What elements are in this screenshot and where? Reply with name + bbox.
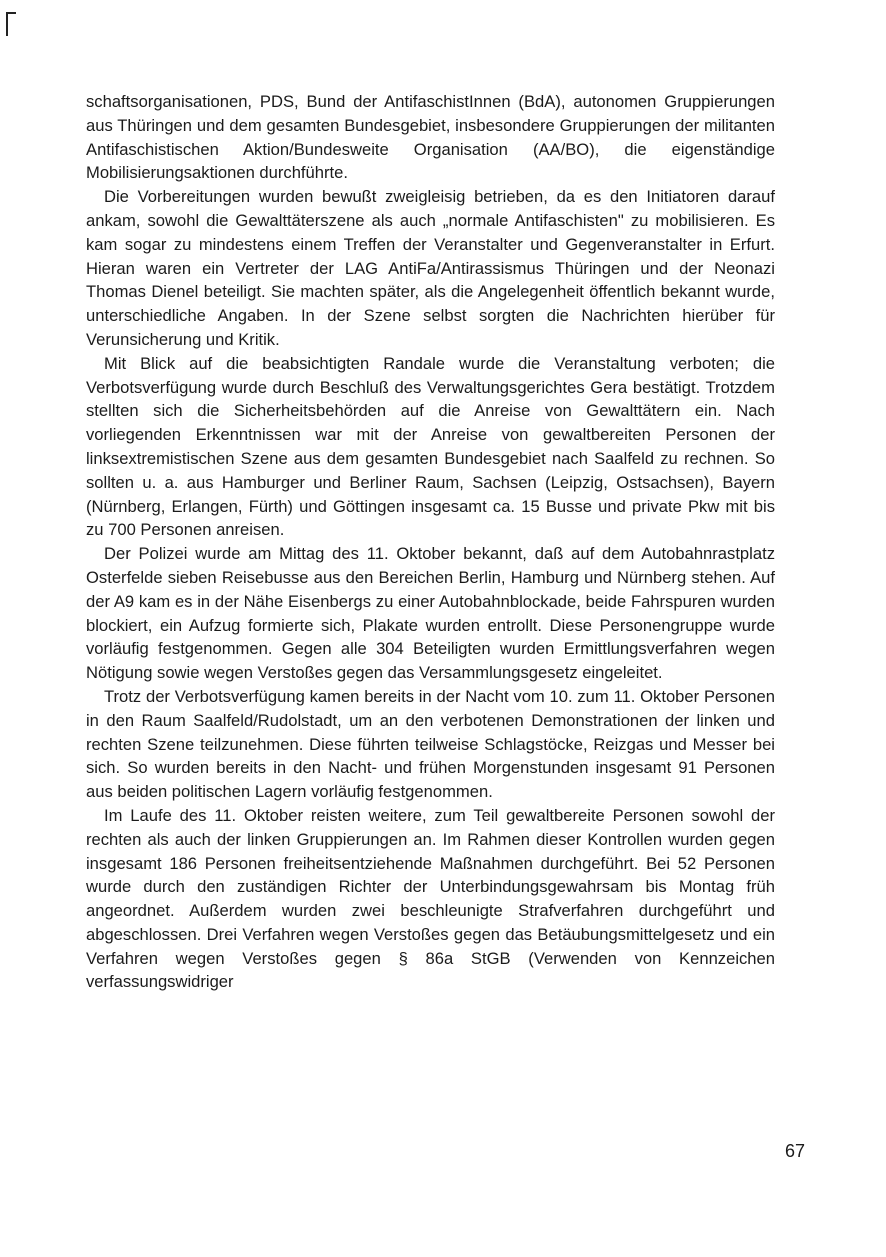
paragraph-2: Die Vorbereitungen wurden bewußt zweigleisig betrieben, da es den Initiatoren darauf ankam, sowohl die Gewalttäterszene als auch „normale Antifaschisten" zu mobilisieren. Es kam sogar zu mindestens einem Treffen der Veranstalter und Gegenveranstalter in Erfurt. Hieran waren ein Vertreter der LAG AntiFa/Antirassismus Thüringen und der Neonazi Thomas Dienel beteiligt. Sie machten später, als die Angelegenheit öffentlich bekannt wurde, unterschiedliche Angaben. In der Szene selbst sorgten die Nachrichten hierüber für Verunsicherung und Kritik.: [86, 187, 775, 349]
page-number: 67: [784, 1141, 805, 1161]
paragraph-1: schaftsorganisationen, PDS, Bund der AntifaschistInnen (BdA), autonomen Gruppierungen aus Thüringen und dem gesamten Bundesgebiet, insbesondere Gruppierungen der militanten Antifaschistischen Aktion/Bundesweite Organisation (AA/BO), die eigenständige Mobilisierungsaktionen durchführte.: [86, 92, 775, 183]
paragraph-5: Trotz der Verbotsverfügung kamen bereits in der Nacht vom 10. zum 11. Oktober Personen in den Raum Saalfeld/Rudolstadt, um an den verbotenen Demonstrationen der linken und rechten Szene teilzunehmen. Diese führten teilweise Schlagstöcke, Reizgas und Messer bei sich. So wurden bereits in den Nacht- und frühen Morgenstunden insgesamt 91 Personen aus beiden politischen Lagern vorläufig festgenommen.: [86, 686, 775, 802]
paragraph-6: Im Laufe des 11. Oktober reisten weitere, zum Teil gewaltbereite Personen sowohl der rechten als auch der linken Gruppierungen an. Im Rahmen dieser Kontrollen wurden gegen insgesamt 186 Personen freiheitsentziehende Maßnahmen durchgeführt. Bei 52 Personen wurde durch den zuständigen Richter der Unterbindungsgewahrsam bis Montag früh angeordnet. Außerdem wurden zwei beschleunigte Strafverfahren durchgeführt und abgeschlossen. Drei Verfahren wegen Verstoßes gegen das Betäubungsmittelgesetz und ein Verfahren wegen Verstoßes gegen § 86a StGB (Verwenden von Kennzeichen verfassungswidriger: [86, 805, 775, 992]
crop-mark: [6, 12, 16, 36]
paragraph-4: Der Polizei wurde am Mittag des 11. Oktober bekannt, daß auf dem Autobahnrastplatz Osterfelde sieben Reisebusse aus den Bereichen Berlin, Hamburg und Nürnberg stehen. Auf der A9 kam es in der Nähe Eisenbergs zu einer Autobahnblockade, beide Fahrspuren wurden blockiert, ein Aufzug formierte sich, Plakate wurden entrollt. Diese Personengruppe wurde vorläufig festgenommen. Gegen alle 304 Beteiligten wurden Ermittlungsverfahren wegen Nötigung sowie wegen Verstoßes gegen das Versammlungsgesetz eingeleitet.: [86, 544, 775, 683]
paragraph-3: Mit Blick auf die beabsichtigten Randale wurde die Veranstaltung verboten; die Verbotsverfügung wurde durch Beschluß des Verwaltungsgerichtes Gera bestätigt. Trotzdem stellten sich die Sicherheitsbehörden auf die Anreise von Gewalttätern ein. Nach vorliegenden Erkenntnissen war mit der Anreise von gewaltbereiten Personen der linksextremistischen Szene aus dem gesamten Bundesgebiet nach Saalfeld zu rechnen. So sollten u. a. aus Hamburger und Berliner Raum, Sachsen (Leipzig, Ostsachsen), Bayern (Nürnberg, Erlangen, Fürth) und Göttingen insgesamt ca. 15 Busse und private Pkw mit bis zu 700 Personen anreisen.: [86, 353, 775, 540]
page-body: [86, 90, 775, 994]
